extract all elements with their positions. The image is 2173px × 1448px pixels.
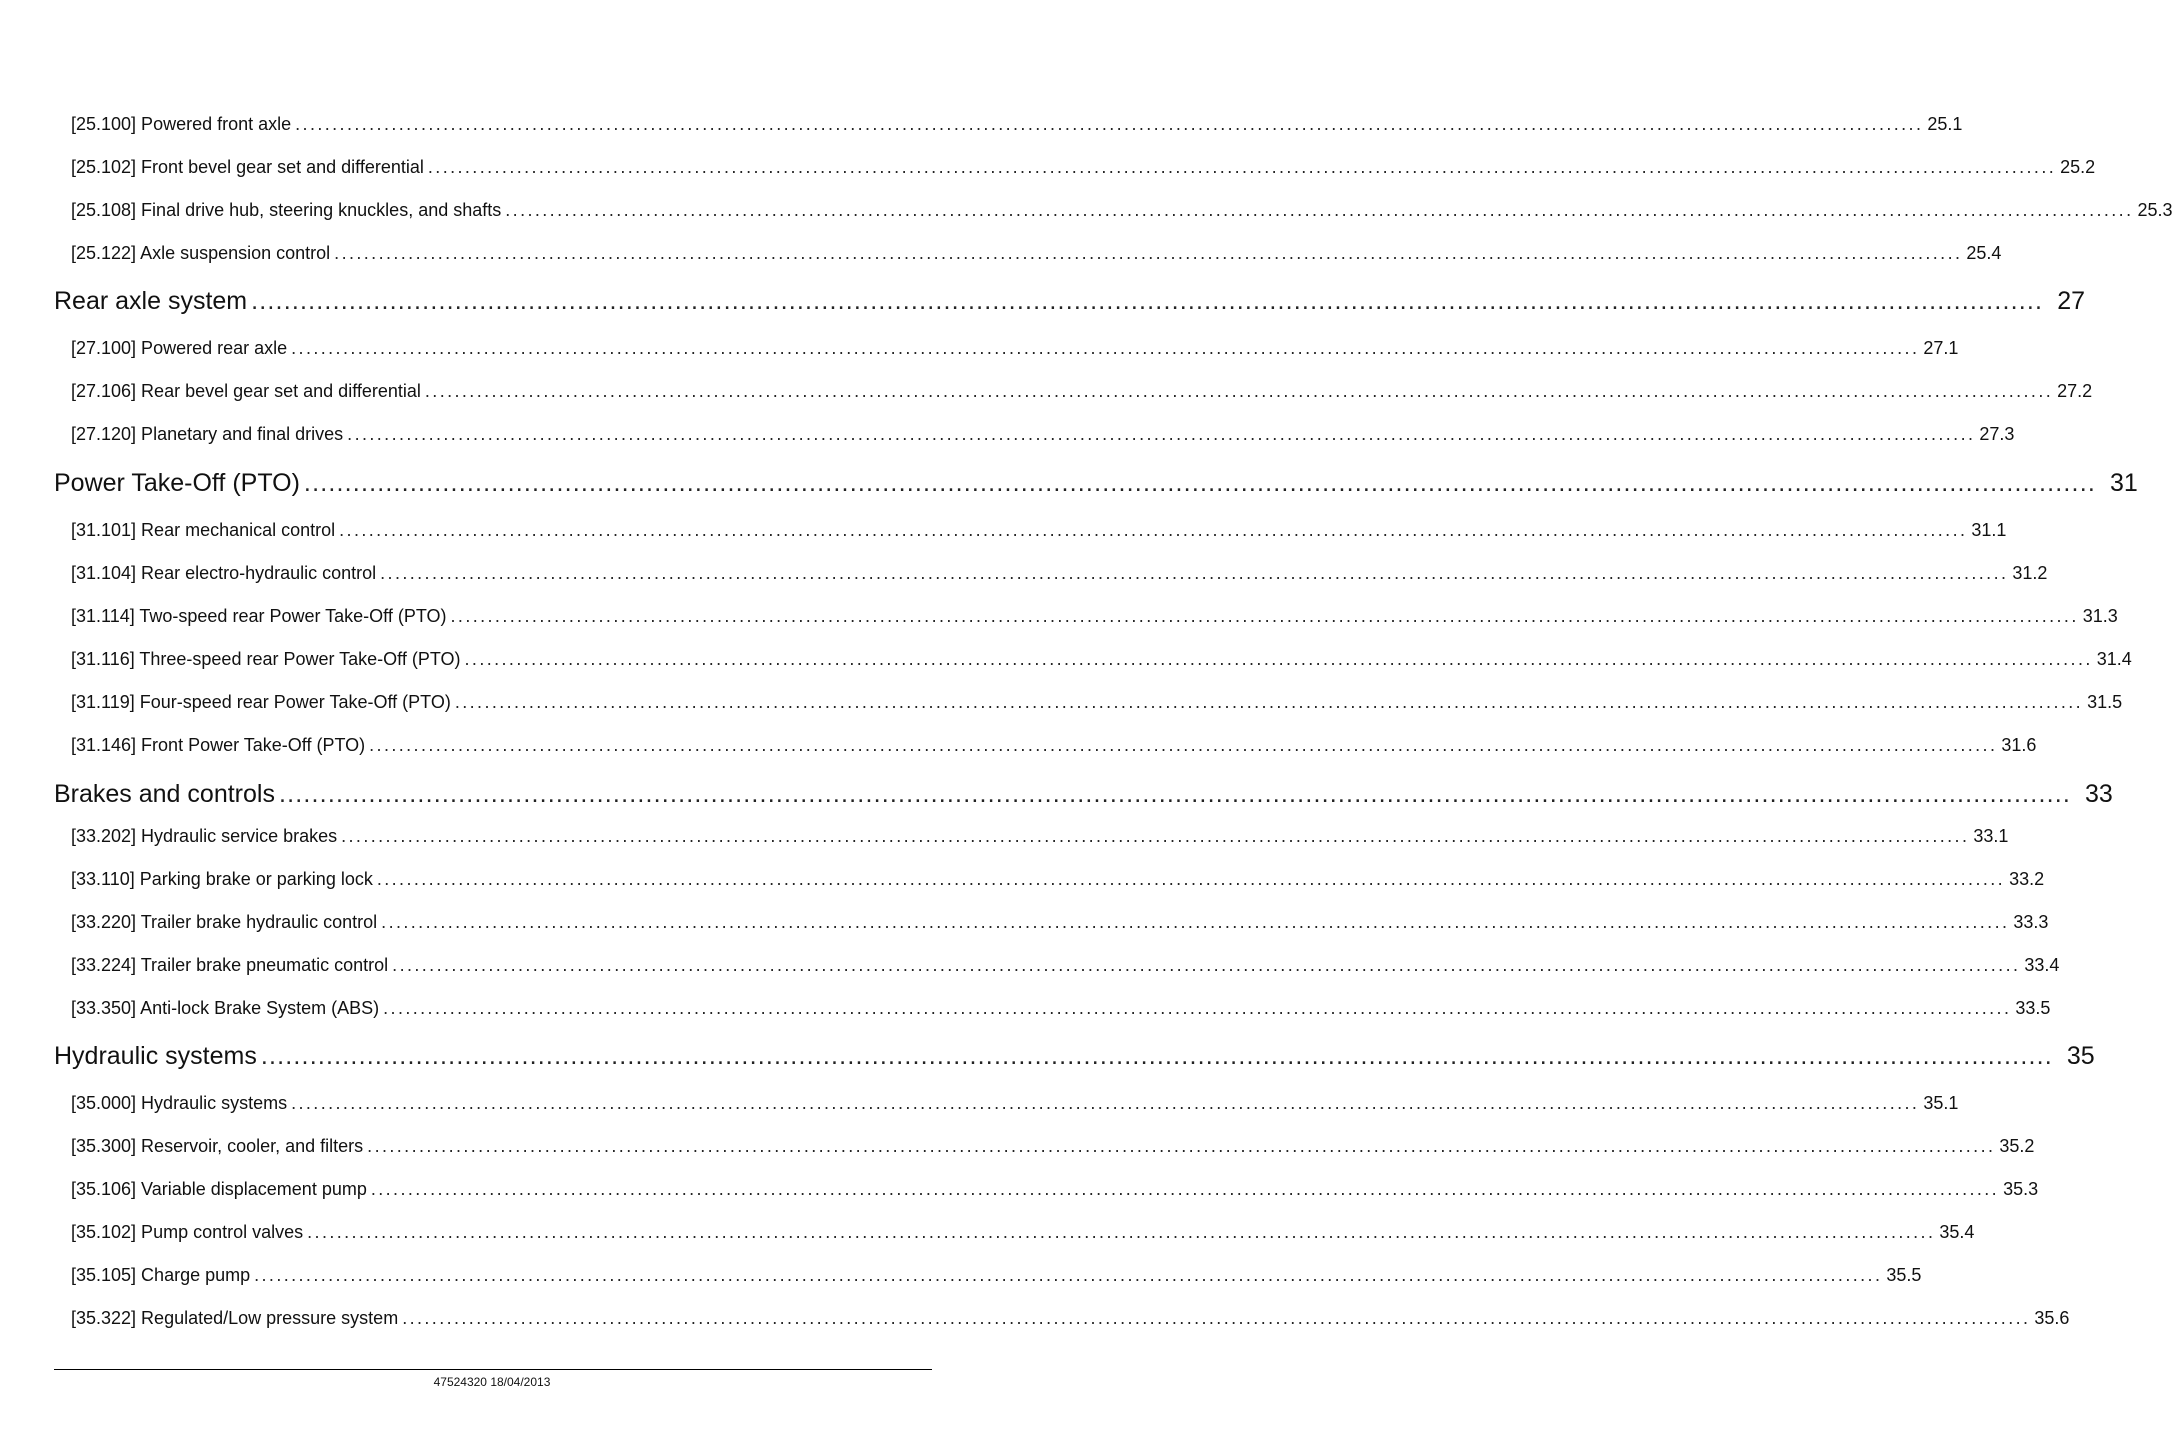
dot-leader: ............................................................................................................................................................................................................................ [383,998,2012,1018]
toc-entry-title: [25.100] Powered front axle [71,114,292,134]
dot-leader: ............................................................................................................................................................................................................................ [341,826,1970,846]
toc-entry-title: [31.119] Four-speed rear Power Take-Off (PTO) [71,692,451,712]
dot-leader: ............................................................................................................................................................................................................................ [334,243,1963,263]
dot-leader: ............................................................................................................................................................................................................................ [376,869,2006,889]
dot-leader: ............................................................................................................................................................................................................................ [260,1042,2053,1070]
dot-leader: ............................................................................................................................................................................................................................ [339,520,1968,540]
toc-entry-title: [25.122] Axle suspension control [71,243,331,263]
toc-entry-page: 35.5 [1886,1265,1922,1285]
toc-entry-page: 35.6 [2034,1308,2070,1328]
dot-leader: ............................................................................................................................................................................................................................ [367,1136,1996,1156]
toc-entry-title: [33.202] Hydraulic service brakes [71,826,338,846]
toc-entry-page: 33.4 [2024,955,2060,975]
toc-entry[interactable] [71,734,2037,756]
toc-section-heading[interactable] [54,779,2113,809]
toc-entry-title: [31.116] Three-speed rear Power Take-Off (PTO) [71,649,461,669]
toc-entry-page: 31.5 [2087,692,2123,712]
toc-section-page: 31 [2110,469,2138,497]
dot-leader: ............................................................................................................................................................................................................................ [381,912,2010,932]
dot-leader: ............................................................................................................................................................................................................................ [464,649,2093,669]
toc-entry[interactable] [71,825,2009,847]
toc-entry[interactable] [71,997,2051,1019]
toc-section-heading[interactable] [54,1041,2095,1071]
toc-section-heading[interactable] [54,468,2138,498]
toc-entry-title: [25.102] Front bevel gear set and differential [71,157,424,177]
toc-entry-title: [33.110] Parking brake or parking lock [71,869,373,889]
toc-entry[interactable] [71,199,2173,221]
toc-entry[interactable] [71,648,2132,670]
toc-entry[interactable] [71,113,1963,135]
toc-entry[interactable] [71,911,2049,933]
dot-leader: ............................................................................................................................................................................................................................ [291,338,1920,358]
toc-entry-page: 25.1 [1927,114,1963,134]
toc-entry-page: 31.4 [2096,649,2132,669]
dot-leader: ............................................................................................................................................................................................................................ [303,469,2096,497]
dot-leader: ............................................................................................................................................................................................................................ [291,1093,1920,1113]
toc-entry[interactable] [71,562,2048,584]
dot-leader: ............................................................................................................................................................................................................................ [505,200,2134,220]
toc-entry[interactable] [71,868,2045,890]
toc-section-title: Power Take-Off (PTO) [54,469,300,497]
toc-entry[interactable] [71,337,1959,359]
toc-section-heading[interactable] [54,286,2086,316]
dot-leader: ............................................................................................................................................................................................................................ [370,1179,2000,1199]
toc-entry-title: [35.105] Charge pump [71,1265,251,1285]
toc-entry[interactable] [71,1135,2035,1157]
toc-entry-page: 31.2 [2012,563,2048,583]
dot-leader: ............................................................................................................................................................................................................................ [254,1265,1883,1285]
toc-entry-page: 33.3 [2013,912,2049,932]
dot-leader: ............................................................................................................................................................................................................................ [424,381,2054,401]
dot-leader: ............................................................................................................................................................................................................................ [251,287,2044,315]
toc-section-page: 33 [2085,780,2113,808]
dot-leader: ............................................................................................................................................................................................................................ [392,955,2021,975]
toc-entry-page: 25.4 [1966,243,2002,263]
toc-entry-page: 35.3 [2003,1179,2039,1199]
dot-leader: ............................................................................................................................................................................................................................ [454,692,2084,712]
dot-leader: ............................................................................................................................................................................................................................ [369,735,1998,755]
toc-entry[interactable] [71,954,2060,976]
toc-entry-title: [27.106] Rear bevel gear set and differential [71,381,421,401]
toc-section-page: 35 [2066,1042,2095,1070]
dot-leader: ............................................................................................................................................................................................................................ [347,424,1976,444]
toc-entry[interactable] [71,1264,1922,1286]
toc-entry-title: [33.224] Trailer brake pneumatic control [71,955,389,975]
dot-leader: ............................................................................................................................................................................................................................ [450,606,2079,626]
toc-entry-page: 27.2 [2057,381,2093,401]
toc-entry[interactable] [71,519,2007,541]
toc-entry-title: [35.106] Variable displacement pump [71,1179,367,1199]
toc-entry[interactable] [71,1092,1959,1114]
toc-entry-title: [33.350] Anti-lock Brake System (ABS) [71,998,380,1018]
toc-entry-title: [33.220] Trailer brake hydraulic control [71,912,378,932]
toc-section-title: Brakes and controls [54,780,275,808]
toc-entry-page: 31.6 [2001,735,2037,755]
dot-leader: ............................................................................................................................................................................................................................ [307,1222,1936,1242]
toc-section-title: Rear axle system [54,287,248,315]
dot-leader: ............................................................................................................................................................................................................................ [380,563,2009,583]
toc-entry-title: [27.100] Powered rear axle [71,338,288,358]
toc-entry[interactable] [71,1307,2070,1329]
toc-entry-title: [31.146] Front Power Take-Off (PTO) [71,735,366,755]
toc-entry-page: 33.1 [1973,826,2009,846]
dot-leader: ............................................................................................................................................................................................................................ [278,780,2072,808]
toc-entry[interactable] [71,605,2118,627]
toc-entry-page: 25.2 [2060,157,2096,177]
toc-entry-title: [27.120] Planetary and final drives [71,424,344,444]
toc-entry[interactable] [71,380,2093,402]
dot-leader: ............................................................................................................................................................................................................................ [402,1308,2031,1328]
toc-entry-page: 35.4 [1939,1222,1975,1242]
toc-entry-page: 27.3 [1979,424,2015,444]
toc-entry[interactable] [71,1221,1975,1243]
dot-leader: ............................................................................................................................................................................................................................ [295,114,1924,134]
toc-entry[interactable] [71,691,2123,713]
toc-entry-page: 35.1 [1923,1093,1959,1113]
toc-entry[interactable] [71,1178,2039,1200]
toc-entry-title: [35.300] Reservoir, cooler, and filters [71,1136,364,1156]
footer-document-id: 47524320 18/04/2013 [433,1375,551,1389]
toc-entry[interactable] [71,156,2096,178]
toc-entry-page: 33.2 [2009,869,2045,889]
toc-entry[interactable] [71,423,2015,445]
toc-entry-title: [31.101] Rear mechanical control [71,520,336,540]
toc-section-page: 27 [2057,287,2086,315]
toc-section-title: Hydraulic systems [54,1042,257,1070]
toc-entry-title: [35.322] Regulated/Low pressure system [71,1308,399,1328]
toc-entry-page: 31.1 [1971,520,2007,540]
dot-leader: ............................................................................................................................................................................................................................ [427,157,2057,177]
toc-entry-page: 31.3 [2082,606,2118,626]
toc-entry-title: [35.000] Hydraulic systems [71,1093,288,1113]
toc-entry-page: 27.1 [1923,338,1959,358]
toc-entry-page: 33.5 [2015,998,2051,1018]
toc-entry-title: [31.104] Rear electro-hydraulic control [71,563,377,583]
toc-entry[interactable] [71,242,2002,264]
toc-entry-title: [25.108] Final drive hub, steering knuckles, and shafts [71,200,502,220]
toc-entry-title: [35.102] Pump control valves [71,1222,304,1242]
footer-divider [54,1369,932,1370]
toc-entry-title: [31.114] Two-speed rear Power Take-Off (PTO) [71,606,447,626]
toc-entry-page: 25.3 [2137,200,2173,220]
toc-entry-page: 35.2 [1999,1136,2035,1156]
